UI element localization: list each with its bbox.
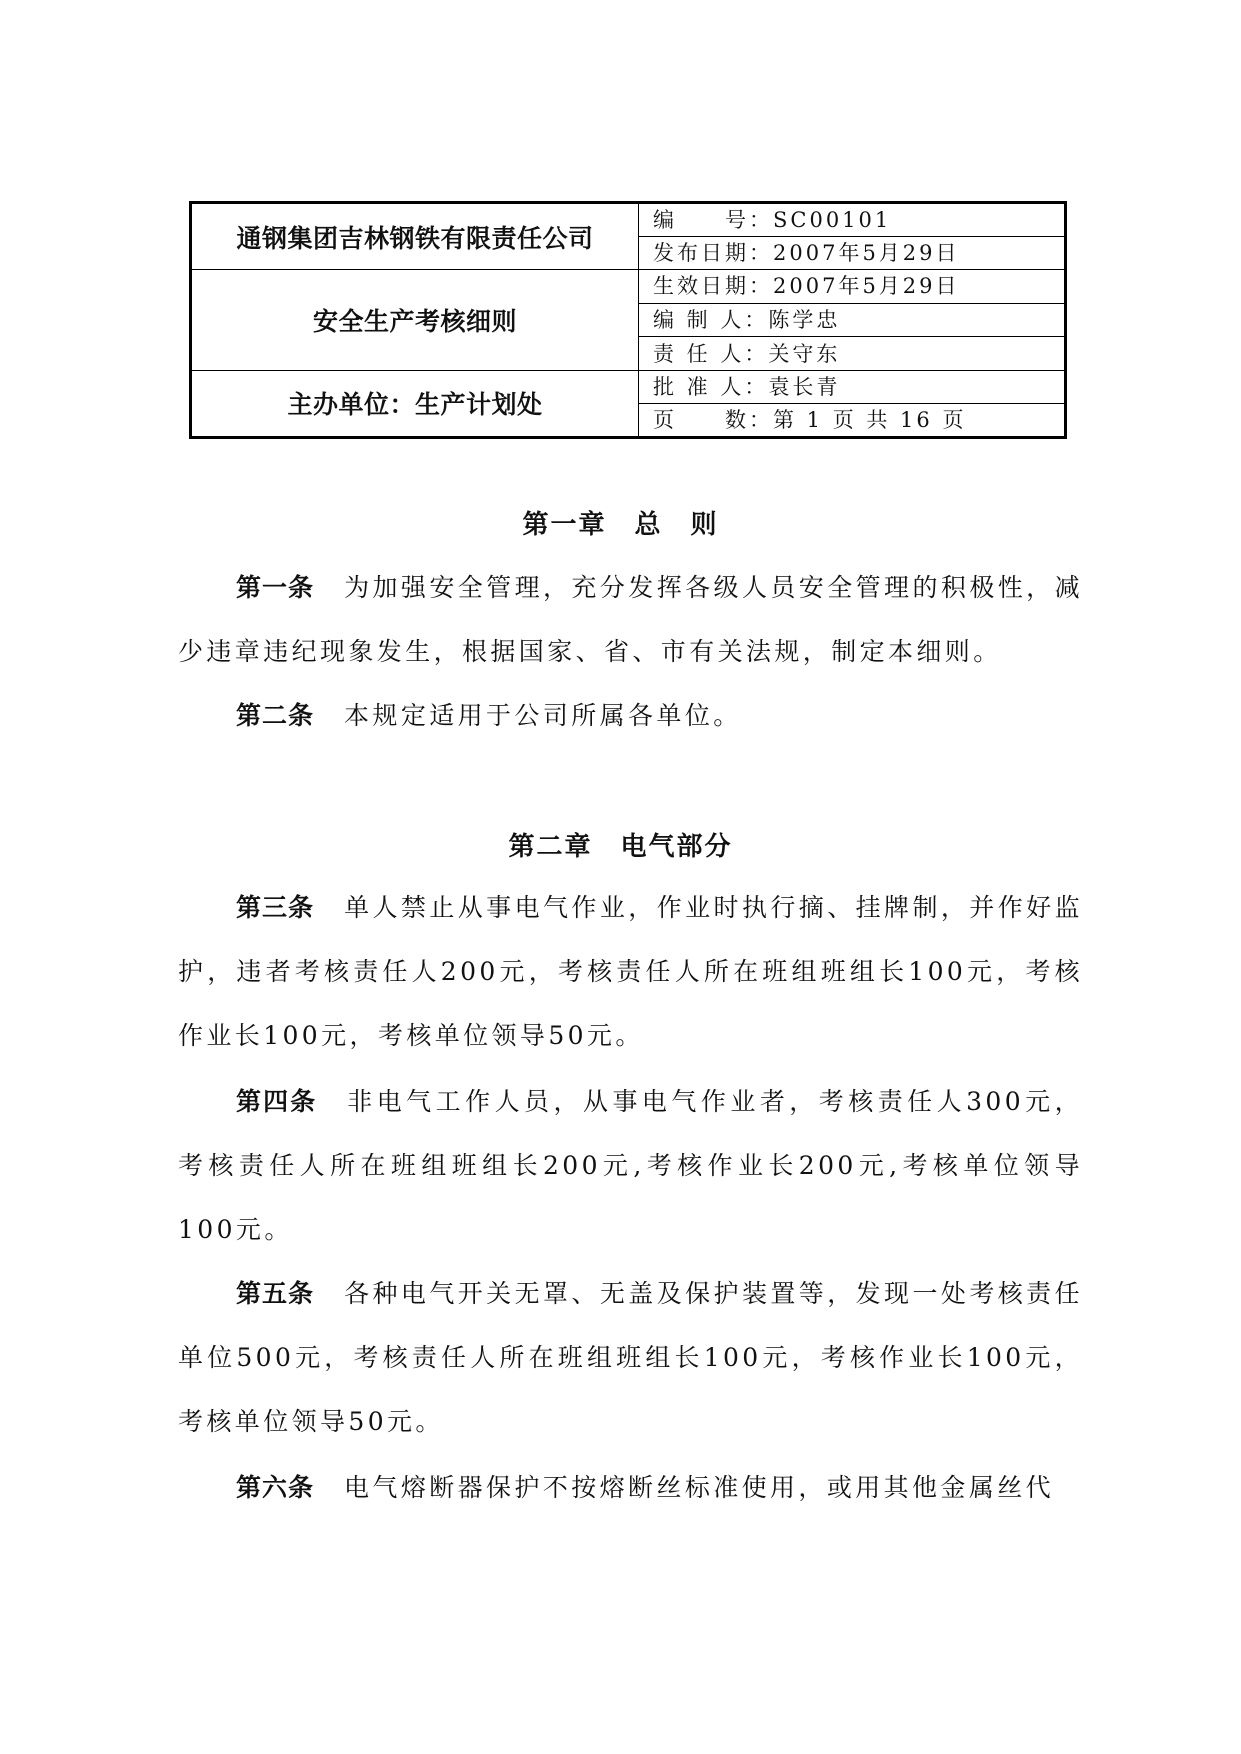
- article-text: 单人禁止从事电气作业，作业时执行摘、挂牌制，并作好监护，违者考核责任人200元，考核责任人所在班组班组长100元，考核作业长100元，考核单位领导50元。: [178, 893, 1083, 1050]
- page-count-value: 第 1 页 共 16 页: [773, 408, 967, 433]
- host-unit: 主办单位：生产计划处: [191, 370, 639, 437]
- effective-date-value: 2007年5月29日: [773, 274, 960, 299]
- author-value: 陈学忠: [768, 307, 841, 332]
- article-number: 第五条: [236, 1279, 315, 1308]
- article-3: [178, 876, 1083, 1068]
- company-name: 通钢集团吉林钢铁有限责任公司: [191, 203, 639, 270]
- approver-label: 批 准 人：: [653, 375, 769, 400]
- author-label: 编 制 人：: [653, 307, 769, 332]
- article-5: [178, 1262, 1083, 1454]
- responsible-value: 关守东: [768, 341, 841, 366]
- chapter-2-title: 第二章 电气部分: [508, 832, 733, 862]
- page-count-label: 页 数：: [653, 408, 773, 433]
- article-1: [178, 556, 1083, 684]
- article-text: 为加强安全管理，充分发挥各级人员安全管理的积极性，减少违章违纪现象发生，根据国家、省、市有关法规，制定本细则。: [178, 573, 1083, 666]
- article-text: 本规定适用于公司所属各单位。: [344, 701, 742, 730]
- responsible-row: [639, 337, 1066, 371]
- approver-row: [639, 370, 1066, 404]
- article-text: 电气熔断器保护不按熔断丝标准使用，或用其他金属丝代: [344, 1473, 1055, 1502]
- page-count-row: [639, 404, 1066, 438]
- article-number: 第六条: [236, 1473, 315, 1502]
- article-number: 第二条: [236, 701, 315, 730]
- doc-number-label: 编 号：: [653, 207, 773, 232]
- article-2: [178, 684, 1083, 748]
- effective-date-row: [639, 270, 1066, 304]
- document-header-table: [189, 201, 1067, 439]
- approver-value: 袁长青: [768, 375, 841, 400]
- doc-number-value: SC00101: [773, 207, 892, 232]
- article-text: 非电气工作人员，从事电气作业者，考核责任人300元，考核责任人所在班组班组长200元,考核作业长200元,考核单位领导100元。: [178, 1087, 1083, 1244]
- author-row: [639, 303, 1066, 337]
- article-6: [178, 1456, 1083, 1520]
- publish-date-value: 2007年5月29日: [773, 240, 960, 265]
- effective-date-label: 生效日期：: [653, 274, 773, 299]
- article-4: [178, 1070, 1083, 1262]
- publish-date-row: [639, 236, 1066, 270]
- article-number: 第一条: [236, 573, 315, 602]
- publish-date-label: 发布日期：: [653, 240, 773, 265]
- responsible-label: 责 任 人：: [653, 341, 769, 366]
- document-title: 安全生产考核细则: [191, 270, 639, 371]
- doc-number-row: [639, 203, 1066, 237]
- article-number: 第四条: [236, 1087, 318, 1116]
- article-text: 各种电气开关无罩、无盖及保护装置等，发现一处考核责任单位500元，考核责任人所在班组班组长100元，考核作业长100元，考核单位领导50元。: [178, 1279, 1083, 1436]
- chapter-1-title: 第一章 总 则: [522, 510, 719, 540]
- article-number: 第三条: [236, 893, 315, 922]
